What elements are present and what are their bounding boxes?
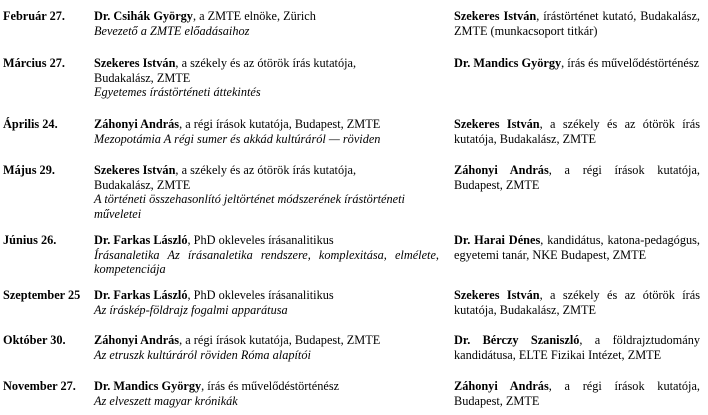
moderator-name: Záhonyi András — [454, 379, 549, 393]
lecture-topic: Egyetemes írástörténeti áttekintés — [94, 85, 261, 99]
moderator-block — [454, 333, 700, 362]
lecture-topic: Az etruszk kultúráról röviden Róma alapítói — [94, 347, 311, 362]
row-date: Április 24. — [3, 117, 58, 131]
lecturer-affiliation: , a ZMTE elnöke, Zürich — [192, 9, 316, 23]
moderator-block — [454, 117, 700, 146]
moderator-affiliation: , kandidátus, katona-pedagógus, egyetemi tanár, NKE Budapest, ZMTE — [454, 233, 700, 262]
row-date: Október 30. — [3, 333, 66, 347]
moderator-block — [454, 233, 700, 262]
row-date: Május 29. — [3, 163, 55, 177]
moderator-affiliation: , a székely és az ótörök írás kutatója, Budakalász, ZMTE — [454, 288, 700, 317]
moderator-block — [454, 163, 700, 192]
lecturer-block — [94, 163, 439, 221]
lecturer-name: Dr. Farkas László — [94, 233, 188, 247]
moderator-name: Szekeres István — [454, 117, 540, 131]
moderator-name: Szekeres István — [454, 288, 540, 302]
lecturer-affiliation: , a régi írások kutatója, Budapest, ZMTE — [179, 333, 381, 347]
lecturer-affiliation: , a székely és az ótörök írás kutatója, — [175, 56, 357, 70]
lecturer-block — [94, 117, 439, 146]
lecturer-block — [94, 56, 439, 100]
lecture-topic: Az elveszett magyar krónikák — [94, 393, 238, 408]
lecturer-name: Dr. Farkas László — [94, 288, 188, 302]
moderator-name: Dr. Harai Dénes — [454, 233, 541, 247]
row-date: November 27. — [3, 379, 76, 393]
lecture-topic: Bevezető a ZMTE előadásaihoz — [94, 23, 250, 38]
lecturer-name: Szekeres István — [94, 163, 176, 177]
lecturer-name: Záhonyi András — [94, 117, 180, 131]
moderator-name: Szekeres István — [454, 9, 537, 23]
lecturer-affiliation-line2: Budakalász, ZMTE — [94, 177, 191, 192]
lecturer-block — [94, 379, 439, 408]
moderator-name: Dr. Bérczy Szaniszló — [454, 333, 580, 347]
lecturer-block — [94, 9, 439, 38]
lecturer-affiliation: , PhD okleveles írásanalitikus — [187, 288, 334, 302]
lecture-topic: Írásanaletika Az írásanaletika rendszere, komplexitása, elmélete, kompetenciája — [94, 247, 439, 276]
row-date: Február 27. — [3, 9, 65, 23]
lecturer-affiliation: , írás és művelődéstörténész — [201, 379, 340, 393]
moderator-affiliation: , írástörténet kutató, Budakalász, ZMTE (munkacsoport titkár) — [454, 9, 700, 38]
lecturer-block — [94, 333, 439, 362]
lecturer-block — [94, 233, 439, 277]
lecturer-name: Dr. Csihák György — [94, 9, 193, 23]
lecturer-affiliation: , a régi írások kutatója, Budapest, ZMTE — [179, 117, 381, 131]
moderator-affiliation: , a régi írások kutatója, Budapest, ZMTE — [454, 163, 700, 192]
moderator-block — [454, 379, 700, 408]
moderator-block — [454, 56, 700, 71]
lecture-topic: Az íráskép-földrajz fogalmi apparátusa — [94, 302, 288, 317]
moderator-affiliation: , írás és művelődéstörténész — [561, 56, 700, 70]
lecturer-name: Záhonyi András — [94, 333, 180, 347]
lecture-topic: A történeti összehasonlító jeltörténet módszerének írástörténeti műveletei — [94, 192, 405, 221]
lecturer-affiliation: , a székely és az ótörök írás kutatója, — [175, 163, 357, 177]
moderator-affiliation: , a földrajztudomány kandidátusa, ELTE Fizikai Intézet, ZMTE — [454, 333, 700, 362]
moderator-name: Dr. Mandics György — [454, 56, 562, 70]
row-date: Szeptember 25 — [3, 288, 81, 302]
moderator-affiliation: , a régi írások kutatója, Budapest, ZMTE — [454, 379, 700, 408]
moderator-block — [454, 288, 700, 317]
lecturer-name: Szekeres István — [94, 56, 176, 70]
moderator-name: Záhonyi András — [454, 163, 549, 177]
moderator-affiliation: , a székely és az ótörök írás kutatója, Budakalász, ZMTE — [454, 117, 700, 146]
lecture-topic: Mezopotámia A régi sumer és akkád kultúráról — röviden — [94, 131, 381, 146]
lecturer-affiliation: , PhD okleveles írásanalitikus — [187, 233, 334, 247]
row-date: Március 27. — [3, 56, 65, 70]
lecturer-block — [94, 288, 439, 317]
lecturer-name: Dr. Mandics György — [94, 379, 202, 393]
row-date: Június 26. — [3, 233, 57, 247]
lecturer-affiliation-line2: Budakalász, ZMTE — [94, 70, 191, 85]
moderator-block — [454, 9, 700, 38]
